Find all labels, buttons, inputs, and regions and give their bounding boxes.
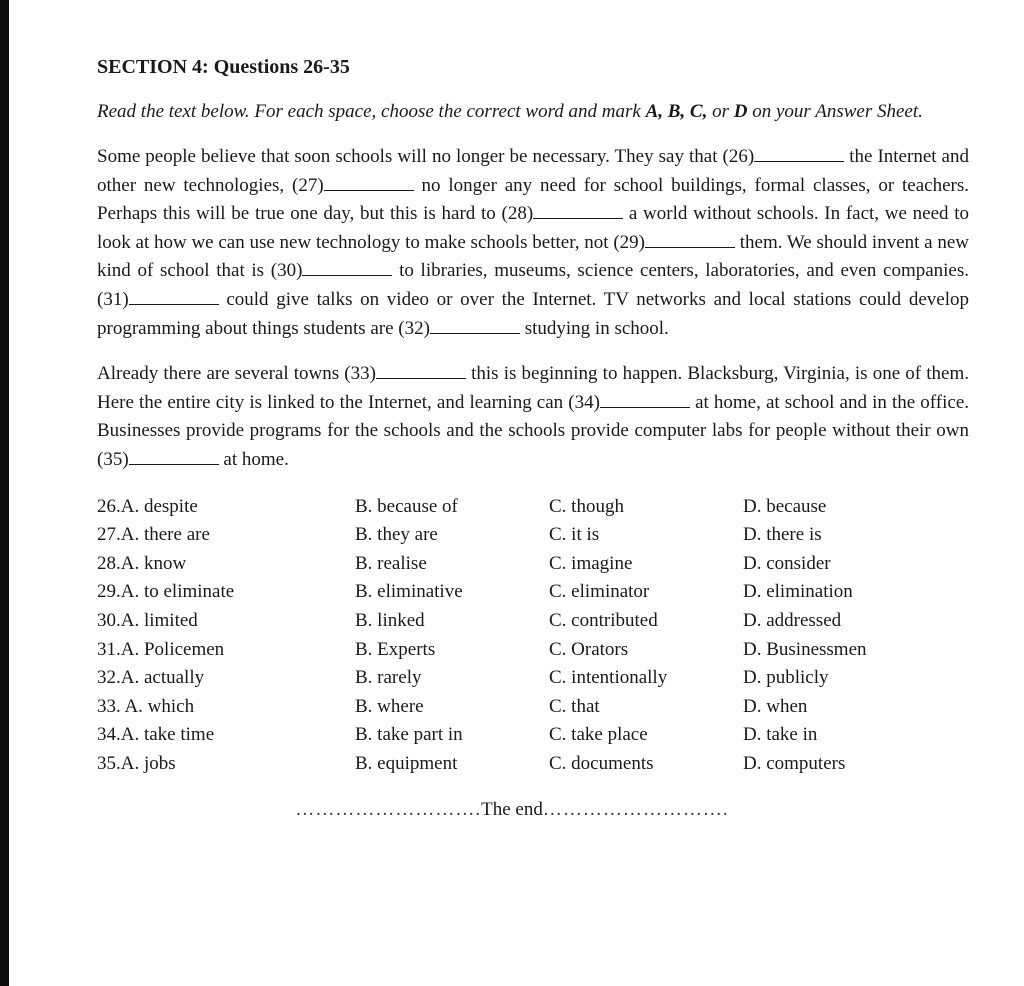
option-b: B. eliminative — [355, 581, 463, 603]
option-a: 31.A. Policemen — [97, 638, 225, 660]
option-b: B. they are — [355, 524, 438, 546]
passage-text: Already there are several towns (33) — [97, 363, 376, 385]
blank-30 — [302, 257, 392, 276]
option-b: B. equipment — [355, 752, 458, 774]
option-d: D. there is — [743, 524, 822, 546]
option-c: C. Orators — [549, 638, 629, 660]
option-c: C. take place — [549, 724, 648, 746]
option-d: D. take in — [743, 724, 818, 746]
blank-32 — [430, 315, 520, 334]
answer-row-35 — [97, 750, 969, 779]
the-end-text: The end — [481, 799, 543, 821]
instructions-text-end: on your Answer Sheet. — [747, 101, 923, 122]
answer-row-29 — [97, 578, 969, 607]
passage-text: to libraries, museums, science centers, laboratories, and even companies. (31) — [97, 260, 970, 310]
blank-27 — [324, 172, 414, 191]
answer-row-31 — [97, 636, 969, 665]
answer-row-33 — [97, 693, 969, 722]
option-c: C. eliminator — [549, 581, 650, 603]
answer-row-34 — [97, 721, 969, 750]
passage-text: at home, at school and in the office. Businesses provide programs for the schools and the schools provide computer labs for people without their own (35) — [97, 391, 969, 470]
option-d: D. publicly — [743, 667, 829, 689]
option-a: 34.A. take time — [97, 724, 215, 746]
blank-28 — [533, 200, 623, 219]
option-b: B. rarely — [355, 667, 422, 689]
answer-row-28 — [97, 550, 969, 579]
option-a: 26.A. despite — [97, 495, 198, 517]
option-c: C. documents — [549, 752, 654, 774]
option-a: 33. A. which — [97, 695, 195, 717]
passage-text: this is beginning to happen. Blacksburg, Virginia, is one of them. Here the entire city is linked to the Internet, and learning can (34) — [97, 363, 969, 413]
option-d: D. because — [743, 495, 827, 517]
option-c: C. it is — [549, 524, 600, 546]
passage-text: at home. — [218, 448, 289, 470]
answer-row-30 — [97, 607, 969, 636]
blank-31 — [129, 286, 219, 305]
option-b: B. Experts — [355, 638, 436, 660]
passage-text: could give talks on video or over the Internet. TV networks and local stations could develop programming about things students are (32) — [97, 288, 969, 339]
option-d: D. elimination — [743, 581, 853, 603]
option-a: 35.A. jobs — [97, 752, 176, 774]
option-b: B. realise — [355, 552, 427, 574]
dots-left: ………………………. — [295, 799, 482, 821]
passage-paragraph-2 — [97, 360, 969, 474]
option-c: C. though — [549, 495, 624, 517]
option-b: B. where — [355, 695, 424, 717]
instructions-options-bold: A, B, C, — [645, 101, 708, 122]
option-c: C. intentionally — [549, 667, 668, 689]
worksheet-page — [97, 52, 969, 824]
option-c: C. imagine — [549, 552, 633, 574]
option-a: 30.A. limited — [97, 609, 198, 631]
option-a: 29.A. to eliminate — [97, 581, 235, 603]
option-b: B. take part in — [355, 724, 463, 746]
instructions-option-d: D — [733, 101, 748, 122]
instructions — [97, 99, 969, 125]
option-b: B. linked — [355, 609, 425, 631]
passage-text: them. We should invent a new kind of school that is (30) — [97, 231, 969, 282]
left-edge-bar — [0, 0, 9, 986]
option-c: C. that — [549, 695, 600, 717]
option-d: D. addressed — [743, 609, 842, 631]
instructions-text-start: Read the text below. For each space, choose the correct word and mark — [97, 101, 646, 122]
option-a: 32.A. actually — [97, 667, 205, 689]
option-d: D. when — [743, 695, 808, 717]
option-b: B. because of — [355, 495, 458, 517]
answer-row-32 — [97, 664, 969, 693]
answer-row-27 — [97, 521, 969, 550]
blank-34 — [600, 389, 690, 408]
section-title: SECTION 4: Questions 26-35 — [97, 56, 350, 78]
instructions-or: or — [707, 101, 734, 122]
passage-text: no longer any need for school buildings, formal classes, or teachers. Perhaps this will be true one day, but this is hard to (28) — [97, 174, 969, 225]
passage-text: the Internet and other new technologies, (27) — [97, 146, 969, 196]
passage-paragraph-1 — [97, 143, 969, 343]
blank-26 — [754, 143, 844, 162]
dots-right: ………………………. — [542, 799, 729, 821]
option-a: 28.A. know — [97, 552, 187, 574]
answer-row-26 — [97, 493, 969, 522]
passage-text: Some people believe that soon schools will no longer be necessary. They say that (26) — [97, 146, 755, 167]
blank-33 — [376, 360, 466, 379]
option-c: C. contributed — [549, 609, 658, 631]
passage-text: studying in school. — [519, 317, 669, 339]
option-d: D. computers — [743, 752, 846, 774]
option-d: D. Businessmen — [743, 638, 867, 660]
option-a: 27.A. there are — [97, 524, 210, 546]
blank-35 — [129, 446, 219, 465]
answer-options-table — [97, 493, 969, 779]
option-d: D. consider — [743, 552, 831, 574]
blank-29 — [645, 229, 735, 248]
passage-text: a world without schools. In fact, we need to look at how we can use new technology to make schools better, not (29) — [97, 203, 969, 253]
the-end-footer — [97, 796, 969, 824]
